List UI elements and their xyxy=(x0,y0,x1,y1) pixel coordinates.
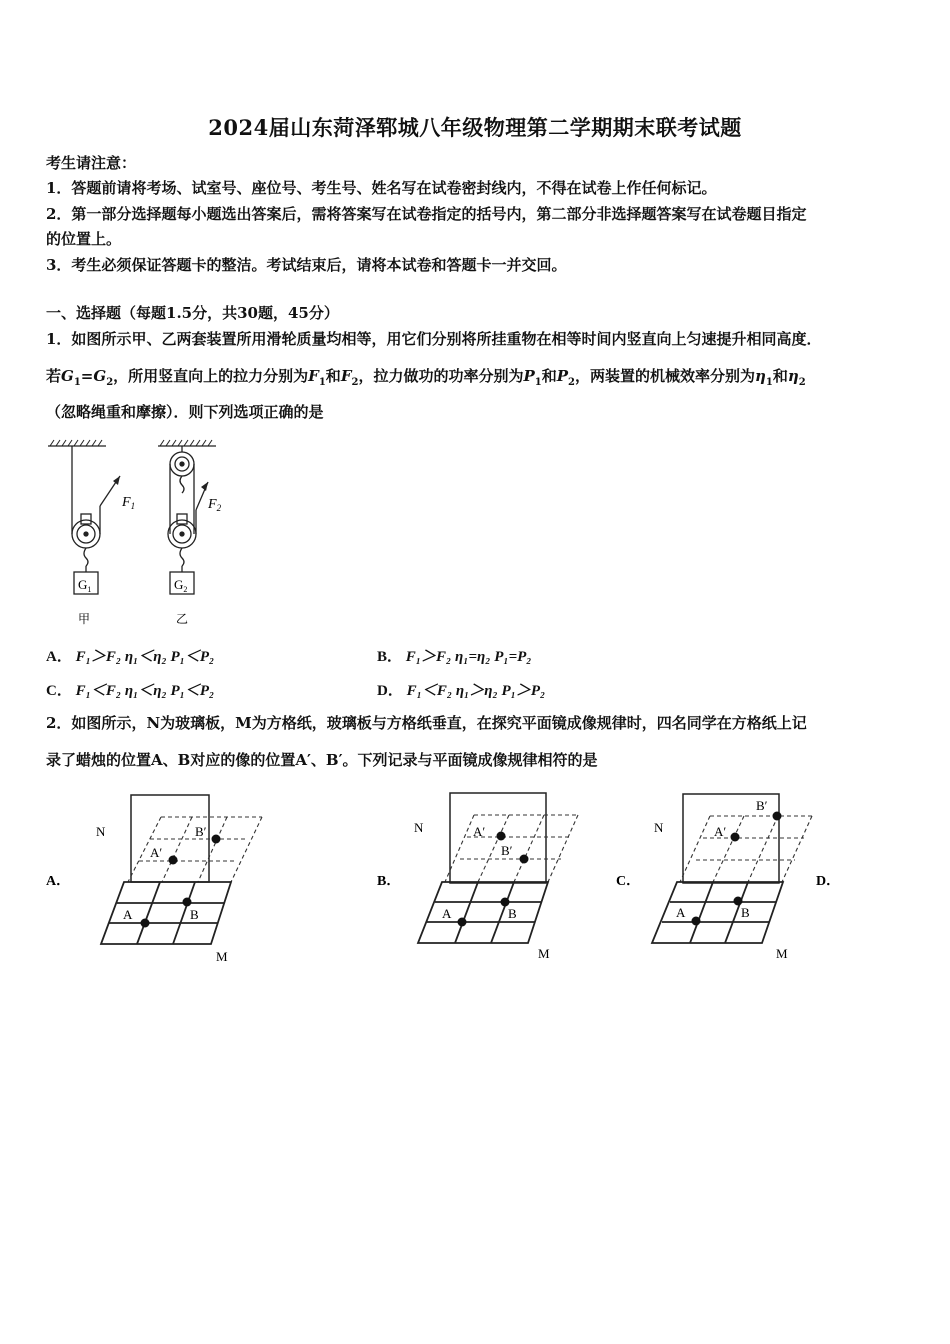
svg-text:M: M xyxy=(776,946,788,961)
svg-text:N: N xyxy=(414,820,424,835)
svg-text:A: A xyxy=(123,907,133,922)
notice-item-3: 3．考生必须保证答题卡的整洁。考试结束后，请将本试卷和答题卡一并交回。 xyxy=(46,256,567,274)
section-heading: 一、选择题（每题1.5分，共30题，45分） xyxy=(46,304,339,322)
right-pulley xyxy=(168,446,208,594)
svg-text:A: A xyxy=(676,905,686,920)
q1-stem-line3: （忽略绳重和摩擦）．则下列选项正确的是 xyxy=(46,403,324,421)
q1-option-b[interactable]: B． F₁＞F₂ η₁=η₂ P₁=P₂ xyxy=(377,649,532,665)
right-caption: 乙 xyxy=(176,612,189,626)
svg-text:A．: A． xyxy=(46,874,71,889)
mirror-figures xyxy=(40,780,900,970)
right-weight-label: $G_2$ xyxy=(174,577,188,594)
left-pulley xyxy=(72,446,120,594)
svg-text:B′: B′ xyxy=(756,798,768,813)
svg-text:C．: C． xyxy=(616,874,641,889)
svg-text:A: A xyxy=(442,906,452,921)
q1-option-c[interactable]: C． F₁＜F₂ η₁＜η₂ P₁＜P₂ xyxy=(46,683,215,699)
svg-text:B′: B′ xyxy=(501,843,513,858)
q2-stem-line1: 2．如图所示，N为玻璃板，M为方格纸，玻璃板与方格纸垂直，在探究平面镜成像规律时，四名同学在方格纸上记 xyxy=(46,714,807,732)
svg-text:M: M xyxy=(216,949,228,964)
svg-text:M: M xyxy=(538,946,550,961)
notice-item-2-cont: 的位置上。 xyxy=(46,230,122,248)
svg-text:B: B xyxy=(190,907,199,922)
svg-text:N: N xyxy=(96,824,106,839)
svg-text:N: N xyxy=(654,820,664,835)
notice-item-1: 1．答题前请将考场、试室号、座位号、考生号、姓名写在试卷密封线内，不得在试卷上作任何标记。 xyxy=(46,179,717,197)
left-weight-label: $G_1$ xyxy=(78,577,92,594)
left-caption: 甲 xyxy=(78,612,91,626)
svg-text:B: B xyxy=(741,905,750,920)
q1-option-d[interactable]: D． F₁＜F₂ η₁＞η₂ P₁＞P₂ xyxy=(377,683,546,699)
notice-item-2: 2．第一部分选择题每小题选出答案后，需将答案写在试卷指定的括号内，第二部分非选择题答案写在试卷题目指定 xyxy=(46,205,807,223)
notice-heading: 考生请注意： xyxy=(46,154,137,172)
svg-text:B．: B． xyxy=(377,874,401,889)
q1-stem-line2: 若$G_1=G_2$，所用竖直向上的拉力分别为$F_1$和$F_2$，拉力做功的功率分别为$P_1$和$P_2$，两装置的机械效率分别为$\eta_1$和$\eta_2$ xyxy=(46,367,806,388)
svg-text:A′: A′ xyxy=(150,845,163,860)
svg-text:A′: A′ xyxy=(473,824,486,839)
svg-text:A′: A′ xyxy=(714,824,727,839)
q1-stem-line1: 1．如图所示甲、乙两套装置所用滑轮质量均相等，用它们分别将所挂重物在相等时间内竖直向上匀速提升相同高度． xyxy=(46,330,822,348)
page-title: 2024届山东菏泽郓城八年级物理第二学期期末联考试题 xyxy=(208,115,742,140)
pulley-figure xyxy=(40,436,240,632)
mirror-option-c[interactable] xyxy=(616,794,812,961)
mirror-option-a[interactable] xyxy=(46,795,262,964)
mirror-option-b[interactable] xyxy=(377,793,578,961)
mirror-option-d[interactable] xyxy=(816,874,840,889)
q1-option-a[interactable]: A． F₁＞F₂ η₁＜η₂ P₁＜P₂ xyxy=(46,649,215,665)
right-force-label: $F_2$ xyxy=(208,497,222,513)
q2-stem-line2: 录了蜡烛的位置A、B对应的像的位置A′、B′。下列记录与平面镜成像规律相符的是 xyxy=(46,751,598,769)
svg-text:B: B xyxy=(508,906,517,921)
left-force-label: $F_1$ xyxy=(122,495,136,511)
svg-text:B′: B′ xyxy=(195,824,207,839)
svg-text:D．: D． xyxy=(816,874,841,889)
